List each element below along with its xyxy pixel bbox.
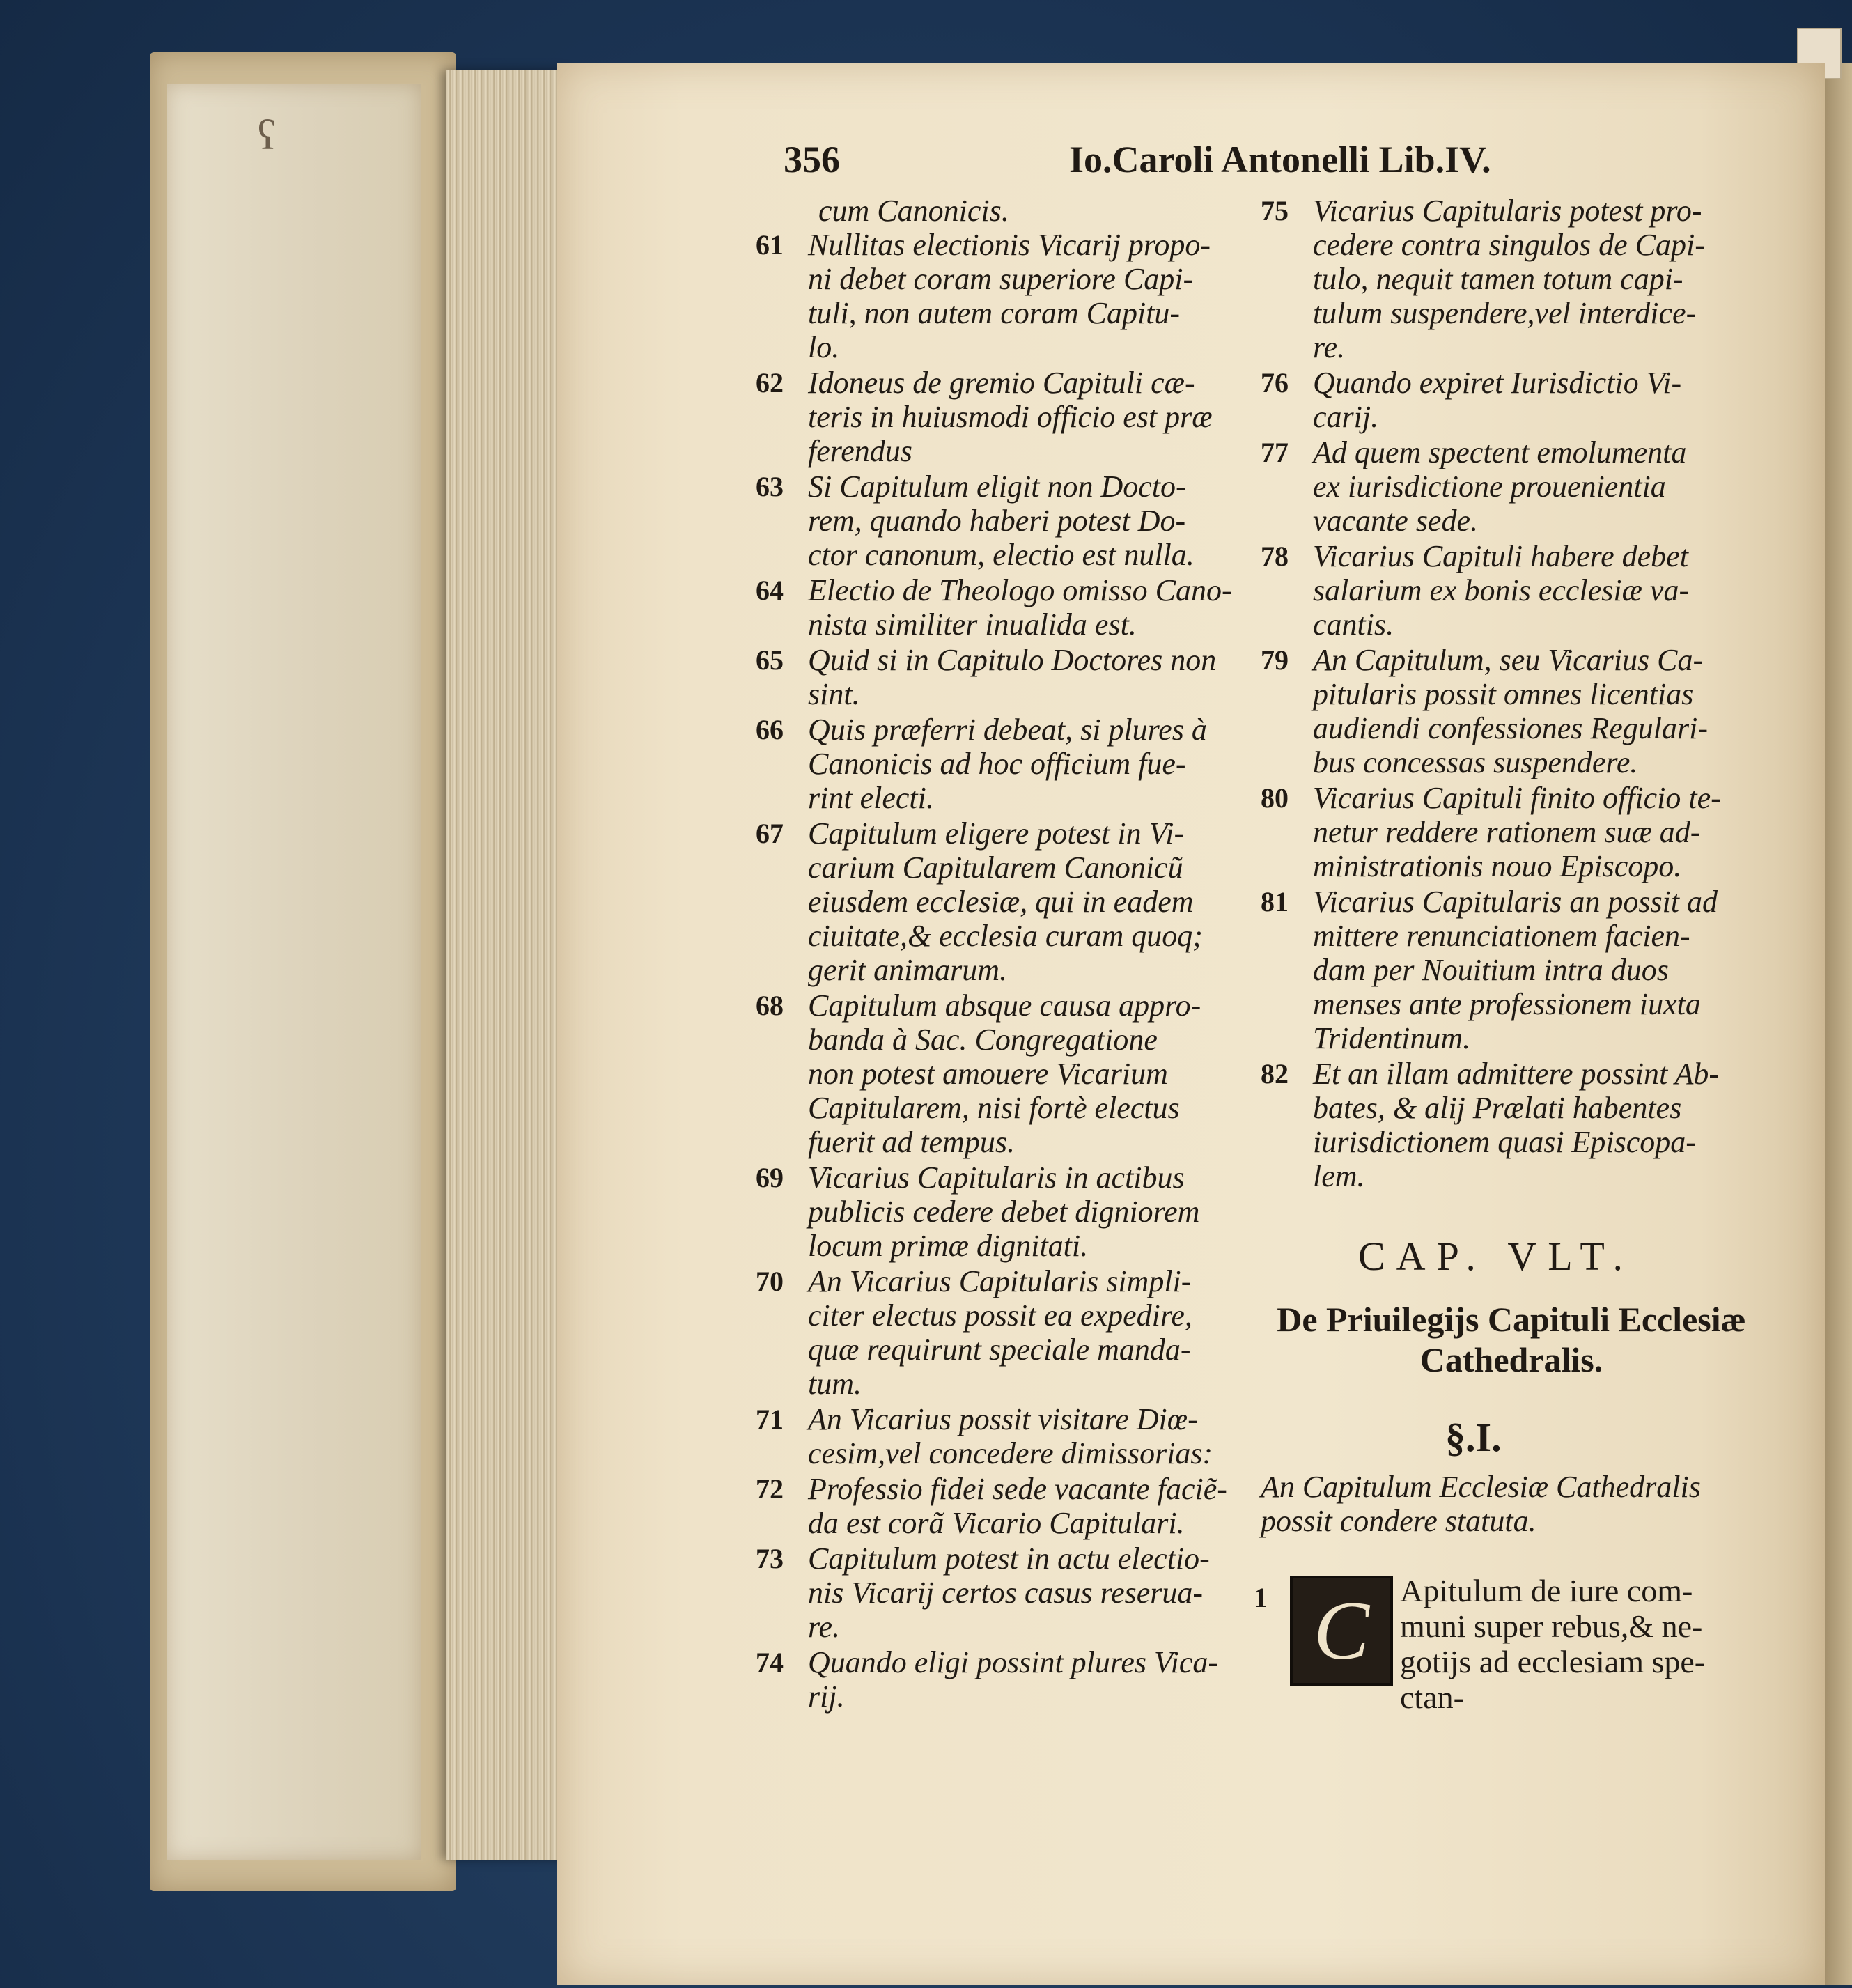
entry-text: Capitulum absque causa appro- banda à Sac. Congregatione non potest amouere Vicarium Capitularem, nisi fortè electus fuerit ad tempus. — [808, 988, 1201, 1159]
entry-number: 69 — [756, 1162, 784, 1193]
index-entry — [756, 1160, 1257, 1263]
entry-text: Vicarius Capitularis an possit ad mittere renunciationem facien- dam per Nouitium intra duos menses ante professionem iuxta Tridentinum. — [1313, 885, 1718, 1055]
index-entry — [756, 1472, 1257, 1540]
entry-number: 66 — [756, 714, 784, 745]
entry-text: Et an illam admittere possint Ab- bates, & alij Prælati habentes iurisdictionem quasi Episcopa- lem. — [1313, 1057, 1719, 1193]
entry-text: Vicarius Capitularis potest pro- cedere contra singulos de Capi- tulo, nequit tamen totum capi- tulum suspendere,vel interdice- re. — [1313, 194, 1705, 364]
body-text: Apitulum de iure com- muni super rebus,& ne- gotijs ad ecclesiam spe- ctan- — [1400, 1573, 1706, 1715]
index-entry — [1261, 1057, 1762, 1193]
entry-number: 65 — [756, 644, 784, 676]
paragraph-number: 1 — [1254, 1582, 1268, 1613]
left-column-lead: cum Canonicis. — [818, 194, 1009, 228]
index-entry — [1261, 781, 1762, 883]
entry-text: Quando eligi possint plures Vica- rij. — [808, 1645, 1219, 1714]
entry-number: 63 — [756, 471, 784, 502]
index-entry — [756, 643, 1257, 711]
endpaper — [167, 84, 421, 1860]
entry-number: 68 — [756, 990, 784, 1021]
initial-letter: C — [1313, 1584, 1370, 1677]
chapter-subtitle: De Priuilegijs Capituli Ecclesiæ Cathedralis. — [1277, 1300, 1746, 1379]
entry-number: 77 — [1261, 437, 1289, 468]
index-entry — [1261, 435, 1762, 538]
entry-text: Quando expiret Iurisdictio Vi- carij. — [1313, 366, 1682, 434]
index-entry — [756, 228, 1257, 364]
entry-text: Vicarius Capitularis in actibus publicis cedere debet digniorem locum primæ dignitati. — [808, 1160, 1200, 1263]
index-entry — [756, 573, 1257, 642]
decorated-initial — [1290, 1576, 1393, 1686]
entry-text: Nullitas electionis Vicarij propo- ni debet coram superiore Capi- tuli, non autem coram Capitu- lo. — [808, 228, 1211, 364]
right-entry-list — [1261, 194, 1762, 1193]
running-title: Io.Caroli Antonelli Lib.IV. — [1069, 139, 1491, 180]
entry-number: 78 — [1261, 541, 1289, 572]
entry-number: 67 — [756, 818, 784, 849]
index-entry — [756, 1264, 1257, 1401]
entry-text: Capitulum potest in actu electio- nis Vicarij certos casus reserua- re. — [808, 1542, 1210, 1644]
entry-number: 75 — [1261, 195, 1289, 226]
entry-number: 76 — [1261, 367, 1289, 398]
entry-text: An Vicarius possit visitare Diœ- cesim,vel concedere dimissorias: — [808, 1402, 1213, 1470]
right-column — [1261, 194, 1762, 1195]
entry-number: 62 — [756, 367, 784, 398]
entry-number: 81 — [1261, 886, 1289, 917]
page-number: 356 — [784, 139, 840, 180]
left-column — [756, 194, 1257, 1715]
entry-text: Vicarius Capituli habere debet salarium ex bonis ecclesiæ va- cantis. — [1313, 539, 1690, 642]
entry-number: 74 — [756, 1647, 784, 1678]
index-entry — [756, 366, 1257, 468]
entry-number: 80 — [1261, 782, 1289, 814]
index-entry — [756, 713, 1257, 815]
entry-text: Vicarius Capituli finito officio te- netur reddere rationem suæ ad- ministrationis nouo Episcopo. — [1313, 781, 1721, 883]
index-entry — [756, 1645, 1257, 1714]
entry-text: Professio fidei sede vacante faciẽ- da est corã Vicario Capitulari. — [808, 1472, 1227, 1540]
left-entry-list — [756, 228, 1257, 1714]
index-entry — [756, 816, 1257, 987]
entry-number: 73 — [756, 1543, 784, 1574]
index-entry — [1261, 885, 1762, 1055]
index-entry — [1261, 366, 1762, 434]
chapter-title: CAP. VLT. — [1358, 1234, 1634, 1279]
index-entry — [756, 988, 1257, 1159]
index-entry — [1261, 643, 1762, 779]
entry-text: Si Capitulum eligit non Docto- rem, quando haberi potest Do- ctor canonum, electio est nulla. — [808, 469, 1195, 572]
entry-number: 71 — [756, 1404, 784, 1435]
entry-number: 61 — [756, 229, 784, 261]
entry-text: An Capitulum, seu Vicarius Ca- pitularis possit omnes licentias audiendi confessiones Regulari- bus concessas suspendere. — [1313, 643, 1709, 779]
index-entry — [1261, 194, 1762, 364]
entry-text: An Vicarius Capitularis simpli- citer electus possit ea expedire, quæ requirunt speciale manda- tum. — [808, 1264, 1192, 1401]
entry-text: Ad quem spectent emolumenta ex iurisdictione prouenientia vacante sede. — [1313, 435, 1687, 538]
entry-number: 72 — [756, 1473, 784, 1505]
page-edges — [446, 70, 571, 1860]
ink-mark: ʕ — [258, 112, 277, 158]
entry-number: 82 — [1261, 1058, 1289, 1089]
index-entry — [756, 1402, 1257, 1470]
entry-number: 64 — [756, 575, 784, 606]
entry-number: 70 — [756, 1266, 784, 1297]
section-mark: §.I. — [1445, 1415, 1502, 1460]
entry-text: Electio de Theologo omisso Cano- nista similiter inualida est. — [808, 573, 1232, 642]
index-entry — [756, 469, 1257, 572]
entry-number: 79 — [1261, 644, 1289, 676]
section-title: An Capitulum Ecclesiæ Cathedralis possit condere statuta. — [1261, 1470, 1701, 1538]
entry-text: Quis præferri debeat, si plures à Canonicis ad hoc officium fue- rint electi. — [808, 713, 1207, 815]
entry-text: Capitulum eligere potest in Vi- carium Capitularem Canonicũ eiusdem ecclesiæ, qui in eadem ciuitate,& ecclesia curam quoq; gerit animarum. — [808, 816, 1203, 987]
entry-text: Idoneus de gremio Capituli cæ- teris in huiusmodi officio est præ ferendus — [808, 366, 1213, 468]
entry-text: Quid si in Capitulo Doctores non sint. — [808, 643, 1217, 711]
index-entry — [1261, 539, 1762, 642]
index-entry — [756, 1542, 1257, 1644]
